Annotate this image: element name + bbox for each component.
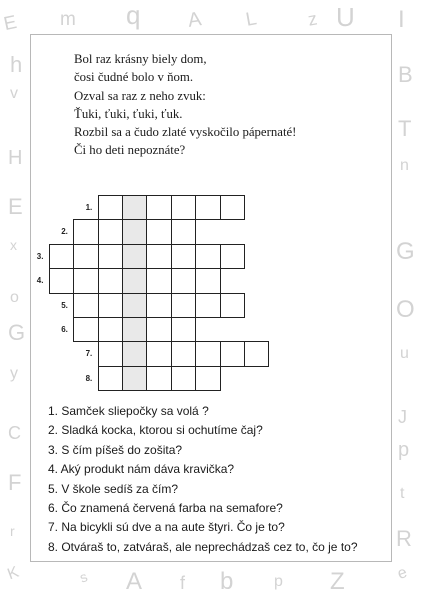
decor-letter: B — [398, 62, 413, 87]
decor-letter: G — [396, 238, 415, 265]
decor-letter: E — [1, 11, 19, 36]
decor-letter: r — [10, 523, 15, 539]
row-number: 1. — [85, 203, 93, 212]
crossword-cell[interactable] — [146, 244, 171, 269]
decor-letter: q — [126, 0, 141, 30]
decor-letter: A — [126, 568, 143, 595]
crossword-cell[interactable] — [195, 195, 220, 220]
clue: 7. Na bicykli sú dve a na aute štyri. Čo je to? — [48, 520, 285, 535]
crossword-cell[interactable] — [195, 366, 220, 391]
crossword-cell[interactable] — [49, 268, 74, 293]
decor-letter: R — [396, 526, 412, 551]
solution-cell[interactable] — [122, 293, 147, 318]
decor-letter: I — [398, 6, 405, 33]
decor-letter: L — [244, 8, 259, 31]
crossword-cell[interactable] — [220, 195, 245, 220]
decor-letter: K — [5, 563, 22, 584]
poem-line: čosi čudné bolo v ňom. — [74, 70, 194, 85]
poem-line: Rozbil sa a čudo zlaté vyskočilo pápernaté! — [74, 125, 297, 140]
clue: 2. Sladká kocka, ktorou si ochutíme čaj? — [48, 423, 263, 438]
decor-letter: O — [396, 296, 415, 323]
clue: 5. V škole sedíš za čím? — [48, 481, 179, 496]
decor-letter: m — [60, 9, 76, 30]
crossword-cell[interactable] — [98, 341, 123, 366]
decor-letter: C — [8, 423, 21, 443]
decor-letter: H — [8, 147, 23, 169]
crossword-cell[interactable] — [146, 219, 171, 244]
crossword-cell[interactable] — [73, 293, 98, 318]
crossword-cell[interactable] — [98, 244, 123, 269]
poem-line: Ozval sa raz z neho zvuk: — [74, 88, 206, 103]
crossword-cell[interactable] — [98, 268, 123, 293]
crossword-cell[interactable] — [146, 366, 171, 391]
poem-line: Či ho deti nepoznáte? — [74, 143, 186, 158]
decor-letter: b — [220, 568, 234, 595]
clue: 6. Čo znamená červená farba na semafore? — [48, 501, 283, 516]
clue: 4. Aký produkt nám dáva kravička? — [48, 462, 235, 477]
decor-letter: J — [398, 407, 407, 427]
decor-letter: E — [8, 194, 23, 219]
decor-letter: t — [400, 485, 405, 502]
crossword-cell[interactable] — [171, 366, 196, 391]
crossword-cell[interactable] — [98, 317, 123, 342]
crossword-cell[interactable] — [73, 268, 98, 293]
decor-letter: x — [10, 237, 17, 253]
crossword-cell[interactable] — [98, 366, 123, 391]
crossword-cell[interactable] — [98, 195, 123, 220]
clue: 1. Samček sliepočky sa volá ? — [48, 404, 209, 418]
clue: 8. Otváraš to, zatváraš, ale neprechádzaš cez to, čo je to? — [48, 539, 358, 554]
decor-letter: f — [180, 573, 186, 593]
decor-letter: F — [8, 470, 22, 495]
crossword-cell[interactable] — [146, 317, 171, 342]
crossword-cell[interactable] — [195, 268, 220, 293]
crossword-cell[interactable] — [195, 244, 220, 269]
solution-cell[interactable] — [122, 366, 147, 391]
crossword-cell[interactable] — [220, 244, 245, 269]
crossword-cell[interactable] — [220, 293, 245, 318]
crossword-cell[interactable] — [171, 219, 196, 244]
decor-letter: n — [400, 157, 409, 174]
crossword-cell[interactable] — [220, 341, 245, 366]
crossword-cell[interactable] — [171, 293, 196, 318]
row-number: 5. — [61, 300, 68, 310]
clue-list — [48, 402, 358, 557]
crossword-cell[interactable] — [171, 244, 196, 269]
row-number: 8. — [85, 373, 93, 383]
crossword-cell[interactable] — [146, 268, 171, 293]
row-number: 7. — [85, 349, 93, 359]
solution-cell[interactable] — [122, 219, 147, 244]
crossword-cell[interactable] — [146, 341, 171, 366]
crossword-cell[interactable] — [146, 293, 171, 318]
decor-letter: p — [398, 439, 410, 461]
decor-letter: e — [395, 564, 410, 583]
crossword-cell[interactable] — [73, 317, 98, 342]
solution-cell[interactable] — [122, 268, 147, 293]
row-number: 6. — [61, 325, 68, 334]
crossword-cell[interactable] — [171, 341, 196, 366]
crossword-cell[interactable] — [195, 293, 220, 318]
crossword-cell[interactable] — [73, 244, 98, 269]
clue: 3. S čím píšeš do zošita? — [48, 442, 183, 457]
crossword-cell[interactable] — [49, 244, 74, 269]
decor-letter: z — [306, 8, 319, 30]
decor-letter: U — [336, 2, 355, 32]
decor-letter: s — [77, 568, 90, 586]
decor-letter: o — [10, 289, 19, 306]
crossword-cell[interactable] — [146, 195, 171, 220]
decor-letter: p — [274, 573, 283, 590]
crossword-cell[interactable] — [171, 317, 196, 342]
riddle-poem — [74, 50, 296, 160]
decor-letter: y — [10, 365, 18, 382]
row-number: 4. — [36, 276, 44, 286]
decor-letter: u — [400, 345, 409, 362]
crossword-cell[interactable] — [244, 341, 269, 366]
crossword-cell[interactable] — [171, 195, 196, 220]
poem-line: Bol raz krásny biely dom, — [74, 52, 207, 66]
decor-letter: G — [8, 320, 26, 345]
crossword-cell[interactable] — [73, 219, 98, 244]
decor-letter: v — [10, 85, 18, 102]
solution-cell[interactable] — [122, 341, 147, 366]
crossword-cell[interactable] — [98, 219, 123, 244]
row-number: 2. — [61, 227, 68, 237]
crossword-cell[interactable] — [98, 293, 123, 318]
poem-line: Ťuki, ťuki, ťuki, ťuk. — [74, 106, 183, 121]
decor-letter: T — [398, 116, 412, 141]
row-number: 3. — [36, 251, 44, 261]
solution-cell[interactable] — [122, 195, 147, 220]
decor-letter: Z — [330, 568, 345, 595]
decor-letter: h — [10, 52, 23, 77]
solution-cell[interactable] — [122, 244, 147, 269]
decor-letter: A — [186, 8, 203, 32]
crossword-cell[interactable] — [171, 268, 196, 293]
crossword-cell[interactable] — [195, 341, 220, 366]
solution-cell[interactable] — [122, 317, 147, 342]
